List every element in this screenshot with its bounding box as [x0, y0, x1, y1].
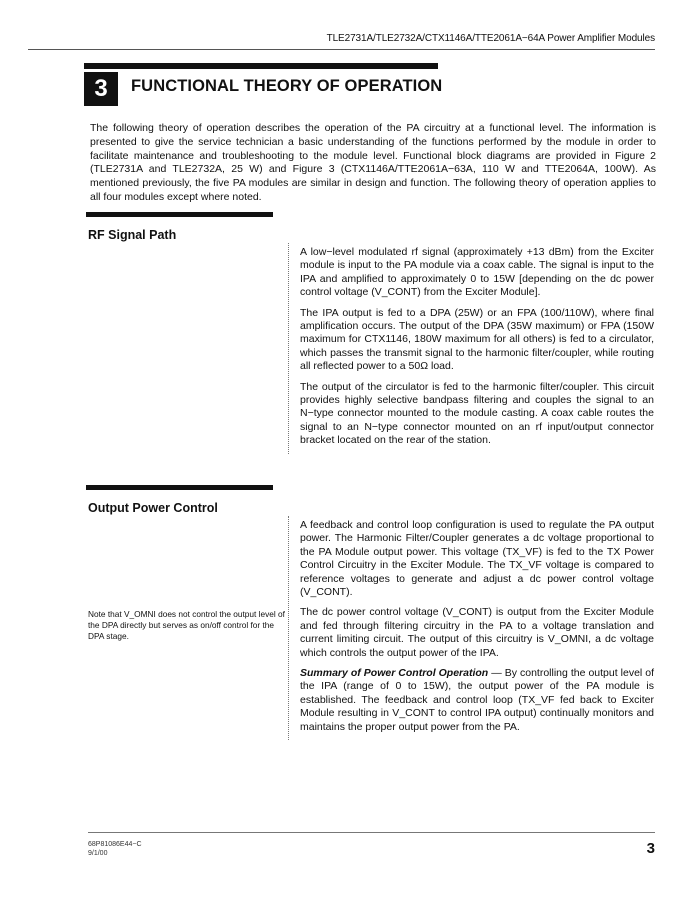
section-title-rf-signal-path: RF Signal Path	[88, 228, 177, 242]
doc-number: 68P81086E44−C	[88, 841, 142, 848]
chapter-title: FUNCTIONAL THEORY OF OPERATION	[131, 77, 443, 95]
footer-doc-info	[88, 841, 142, 858]
rf-paragraph-3: The output of the circulator is fed to the harmonic filter/coupler. This circuit provides highly selective bandpass filtering and couples the signal to an N−type connector mounted to the module casting. A coax cable routes the signal to an N−type connector mounted on an rf input/output connector bracket located on the rear of the station.	[300, 380, 654, 447]
section-bar-power	[86, 485, 273, 490]
page-number: 3	[646, 840, 655, 857]
power-paragraph-2: The dc power control voltage (V_CONT) is output from the Exciter Module and fed through filtering circuitry in the PA to a voltage translation and current limiting circuit. The output of this circuitry is V_OMNI, a dc voltage which controls the output power of the IPA.	[300, 606, 654, 659]
output-power-control-body	[300, 519, 654, 734]
summary-text: — By controlling the output level of the IPA (range of 0 to 15W), the output power of the PA module is established. The feedback and control loop (TX_VF fed back to Exciter Module resulting in V_CONT to control IPA output) continually monitors and maintains the proper output power from the PA.	[300, 667, 655, 733]
column-rule-power	[288, 516, 289, 740]
power-paragraph-1: A feedback and control loop configuration is used to regulate the PA output power. The Harmonic Filter/Coupler generates a dc voltage proportional to the PA Module output power. This voltage (TX_VF) is fed to the TX Power Control Circuitry in the Exciter Module. The TX_VF voltage is compared to reference voltages to generate and adjust a dc power control voltage (V_CONT).	[300, 519, 654, 599]
running-header: TLE2731A/TLE2732A/CTX1146A/TTE2061A−64A Power Amplifier Modules	[326, 33, 655, 44]
power-summary-paragraph	[300, 667, 654, 734]
column-rule-rf	[288, 243, 289, 454]
chapter-number: 3	[84, 72, 118, 106]
header-rule	[28, 49, 655, 50]
footer-rule	[88, 832, 655, 833]
rf-paragraph-1: A low−level modulated rf signal (approximately +13 dBm) from the Exciter module is input to the PA module via a coax cable. The signal is input to the IPA and amplified to approximately 0 to 15W [depending on the dc power control voltage (V_CONT) from the Exciter Module].	[300, 246, 654, 299]
margin-note: Note that V_OMNI does not control the output level of the DPA directly but serves as on/off control for the DPA stage.	[88, 609, 285, 641]
summary-lead: Summary of Power Control Operation	[300, 667, 489, 680]
chapter-bar	[84, 63, 438, 69]
rf-paragraph-2: The IPA output is fed to a DPA (25W) or an FPA (100/110W), where final amplification occurs. The output of the DPA (35W maximum) or FPA (150W maximum for CTX1146, 180W maximum for all others) is fed to a circulator, which passes the transmit signal to the harmonic filter/coupler, while routing all reflected power to a 50Ω load.	[300, 306, 654, 373]
rf-signal-path-body	[300, 246, 654, 448]
section-title-output-power-control: Output Power Control	[88, 501, 218, 515]
section-bar-rf	[86, 212, 273, 217]
intro-paragraph: The following theory of operation describes the operation of the PA circuitry at a functional level. The information is presented to give the service technician a basic understanding of the functions performed by the module in order to facilitate maintenance and troubleshooting to the module level. Functional block diagrams are provided in Figure 2 (TLE2731A and TLE2732A, 25 W) and Figure 3 (CTX1146A/TTE2061A−63A, 110 W and TTE2064A, 100W). As mentioned previously, the five PA modules are similar in design and function. The following theory of operation applies to all four modules except where noted.	[90, 122, 656, 203]
doc-date: 9/1/00	[88, 849, 108, 857]
